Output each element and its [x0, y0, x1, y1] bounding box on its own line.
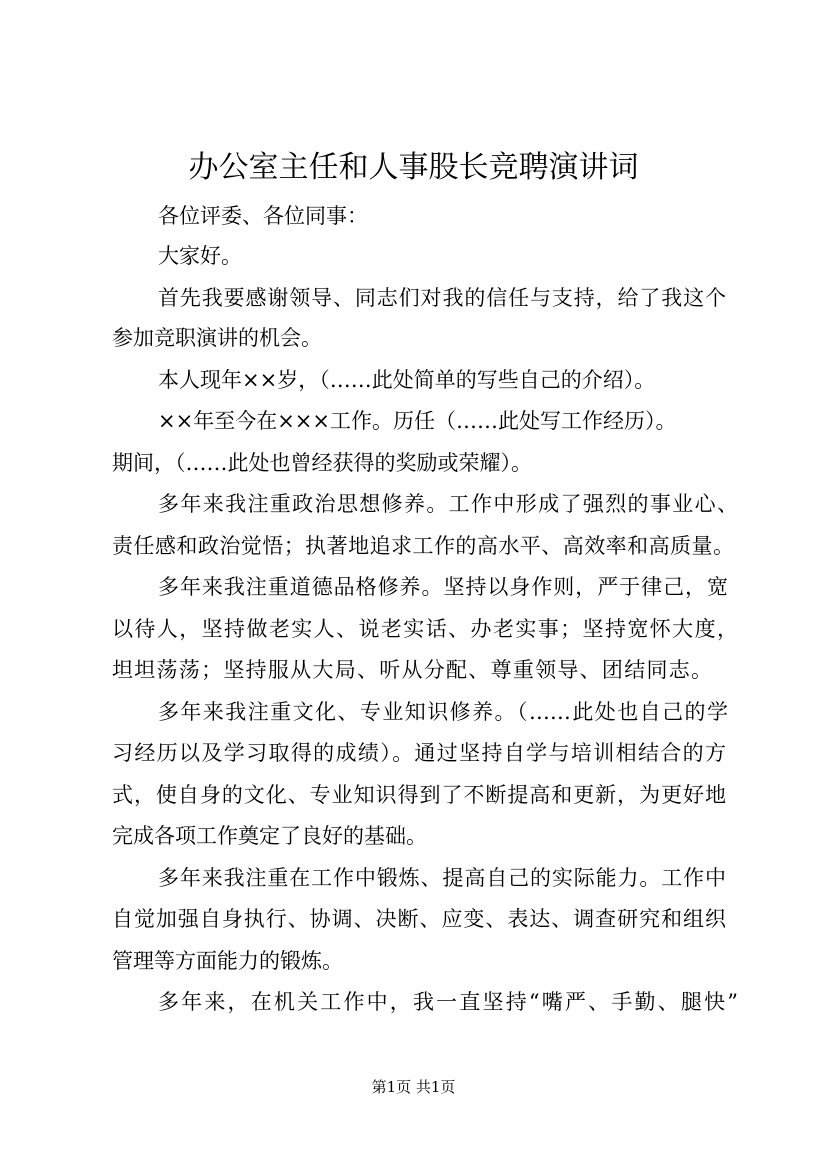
line-9: 责任感和政治觉悟；执著地追求工作的高水平、高效率和高质量。 — [112, 534, 734, 558]
line-12: 坦坦荡荡；坚持服从大局、听从分配、尊重领导、团结同志。 — [112, 658, 712, 682]
line-4: 参加竞职演讲的机会。 — [112, 326, 322, 350]
line-2: 大家好。 — [158, 244, 242, 268]
line-6: ××年至今在×××工作。历任（……此处写工作经历）。 — [158, 409, 677, 433]
line-15: 式，使自身的文化、专业知识得到了不断提高和更新，为更好地 — [112, 783, 726, 807]
line-8: 多年来我注重政治思想修养。工作中形成了强烈的事业心、 — [158, 492, 738, 516]
line-3: 首先我要感谢领导、同志们对我的信任与支持，给了我这个 — [158, 286, 726, 310]
line-7: 期间，（……此处也曾经获得的奖励或荣耀）。 — [112, 451, 532, 475]
line-11: 以待人，坚持做老实人、说老实话、办老实事；坚持宽怀大度， — [112, 617, 738, 641]
line-1: 各位评委、各位同事： — [158, 204, 368, 228]
line-19: 管理等方面能力的锻炼。 — [112, 949, 343, 973]
line-20: 多年来，在机关工作中，我一直坚持“嘴严、手勤、腿快” — [158, 990, 738, 1014]
line-18: 自觉加强自身执行、协调、决断、应变、表达、调查研究和组织 — [112, 907, 726, 931]
line-13: 多年来我注重文化、专业知识修养。（……此处也自己的学 — [158, 700, 728, 724]
page-number-footer: 第1页 共1页 — [371, 1078, 456, 1096]
line-16: 完成各项工作奠定了良好的基础。 — [112, 824, 427, 848]
line-17: 多年来我注重在工作中锻炼、提高自己的实际能力。工作中 — [158, 866, 726, 890]
document-title: 办公室主任和人事股长竞聘演讲词 — [188, 150, 639, 185]
line-14: 习经历以及学习取得的成绩）。通过坚持自学与培训相结合的方 — [112, 741, 726, 765]
line-5: 本人现年××岁，（……此处简单的写些自己的介绍）。 — [158, 368, 656, 392]
line-10: 多年来我注重道德品格修养。坚持以身作则，严于律己，宽 — [158, 575, 728, 599]
